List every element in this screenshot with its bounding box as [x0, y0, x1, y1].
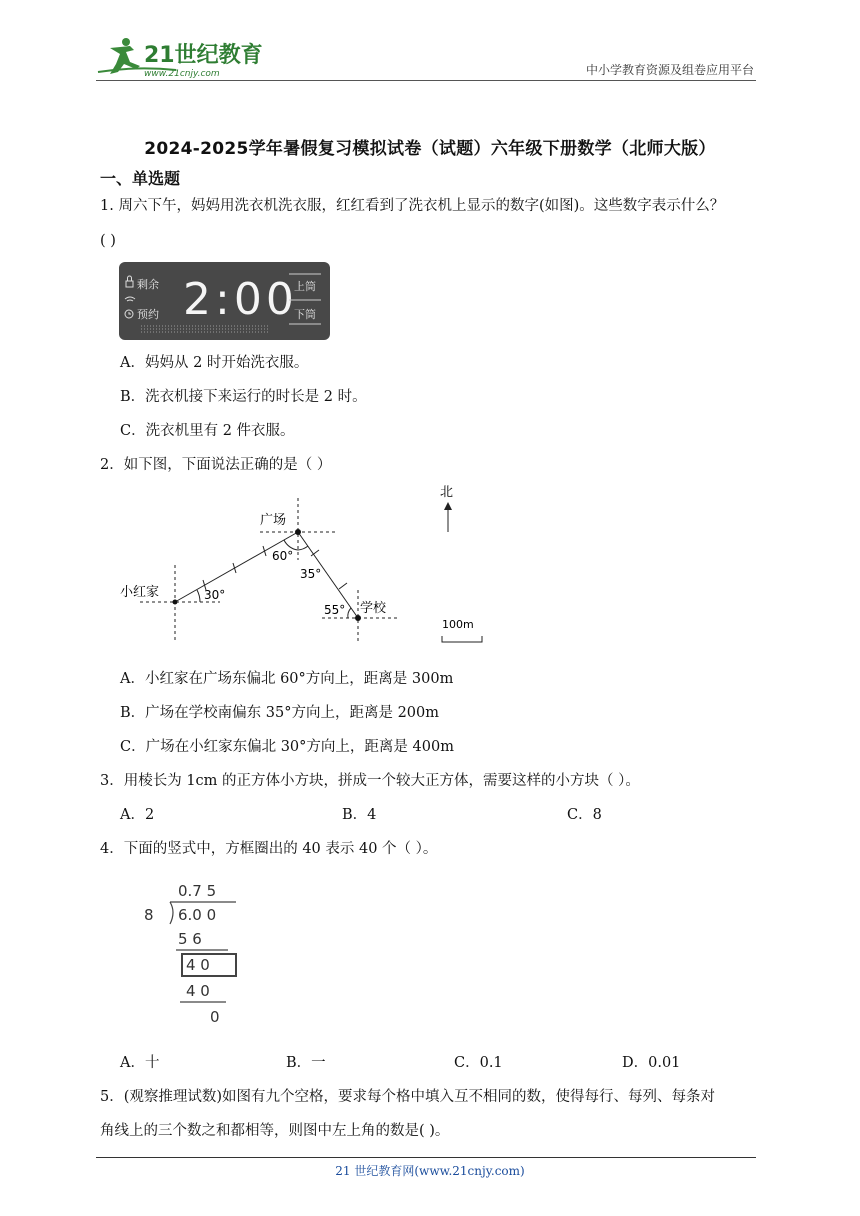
question-4-option-d: D．0.01 — [622, 1055, 681, 1071]
upper-drum-label: 上筒 — [294, 280, 316, 293]
washer-display — [119, 262, 330, 340]
angle-30-label: 30° — [204, 588, 226, 602]
boxed-40: 4 0 — [186, 956, 210, 974]
question-4-stem: 4．下面的竖式中，方框圈出的 40 表示 40 个（ ）。 — [100, 841, 438, 857]
question-3-option-a: A．2 — [120, 807, 155, 823]
question-1-option-b: B．洗衣机接下来运行的时长是 2 时。 — [120, 389, 367, 405]
question-5-stem-line1: 5．(观察推理试数)如图有九个空格，要求每个格中填入互不相同的数，使得每行、每列、每条对 — [100, 1089, 716, 1105]
dividend: 6.0 0 — [178, 906, 217, 924]
lower-drum-label: 下筒 — [294, 308, 316, 321]
angle-55-label: 55° — [324, 603, 346, 617]
footer-divider — [96, 1157, 756, 1158]
angle-35-label: 35° — [300, 567, 322, 581]
long-division — [140, 878, 250, 1028]
question-4-option-a: A．十 — [120, 1055, 160, 1071]
scale-label: 100m — [442, 618, 474, 631]
question-1-option-a: A．妈妈从 2 时开始洗衣服。 — [120, 355, 309, 371]
school-label: 学校 — [360, 601, 387, 616]
question-4-option-c: C．0.1 — [454, 1055, 503, 1071]
question-3-option-c: C．8 — [567, 807, 602, 823]
route-home-plaza — [175, 532, 298, 602]
platform-name: 中小学教育资源及组卷应用平台 — [585, 63, 754, 77]
question-2-option-c: C．广场在小红家东偏北 30°方向上，距离是 400m — [120, 739, 454, 755]
question-2-stem: 2．如下图，下面说法正确的是（ ） — [100, 457, 332, 473]
remainder: 0 — [210, 1008, 220, 1026]
remaining-label: 剩余 — [137, 278, 159, 291]
question-5-stem-line2: 角线上的三个数之和都相等，则图中左上角的数是( )。 — [100, 1123, 450, 1139]
question-1-answer-blank: ( ) — [100, 233, 116, 249]
logo-url: www.21cnjy.com — [144, 69, 220, 79]
question-3-option-b: B．4 — [342, 807, 377, 823]
direction-map — [110, 480, 490, 660]
page-title: 2024-2025学年暑假复习模拟试卷（试题）六年级下册数学（北师大版） — [144, 139, 716, 159]
question-1-stem: 1. 周六下午，妈妈用洗衣机洗衣服，红红看到了洗衣机上显示的数字(如图)。这些数字表示什么？ — [100, 198, 725, 214]
home-label: 小红家 — [120, 585, 160, 600]
header-divider — [96, 80, 756, 81]
question-4-option-b: B．一 — [286, 1055, 326, 1071]
plaza-label: 广场 — [260, 513, 287, 528]
angle-60-label: 60° — [272, 549, 294, 563]
footer-text: 21 世纪教育网(www.21cnjy.com) — [335, 1164, 525, 1178]
question-3-stem: 3．用棱长为 1cm 的正方体小方块，拼成一个较大正方体，需要这样的小方块（ ）。 — [100, 773, 640, 789]
question-1-option-c: C．洗衣机里有 2 件衣服。 — [120, 423, 295, 439]
step-product-2: 4 0 — [186, 982, 210, 1000]
reserve-label: 预约 — [137, 308, 159, 321]
time-readout: 2:00 — [183, 274, 298, 325]
section-heading: 一、单选题 — [100, 169, 181, 188]
divisor: 8 — [144, 906, 154, 924]
scale-bar — [442, 636, 482, 642]
step-product: 5 6 — [178, 930, 202, 948]
quotient: 0.7 5 — [178, 882, 217, 900]
question-2-option-b: B．广场在学校南偏东 35°方向上，距离是 200m — [120, 705, 439, 721]
logo — [96, 36, 266, 80]
north-arrow-icon — [444, 502, 452, 510]
logo-text: 21世纪教育 — [144, 43, 263, 68]
question-2-option-a: A．小红家在广场东偏北 60°方向上，距离是 300m — [120, 671, 454, 687]
north-label: 北 — [440, 485, 454, 500]
